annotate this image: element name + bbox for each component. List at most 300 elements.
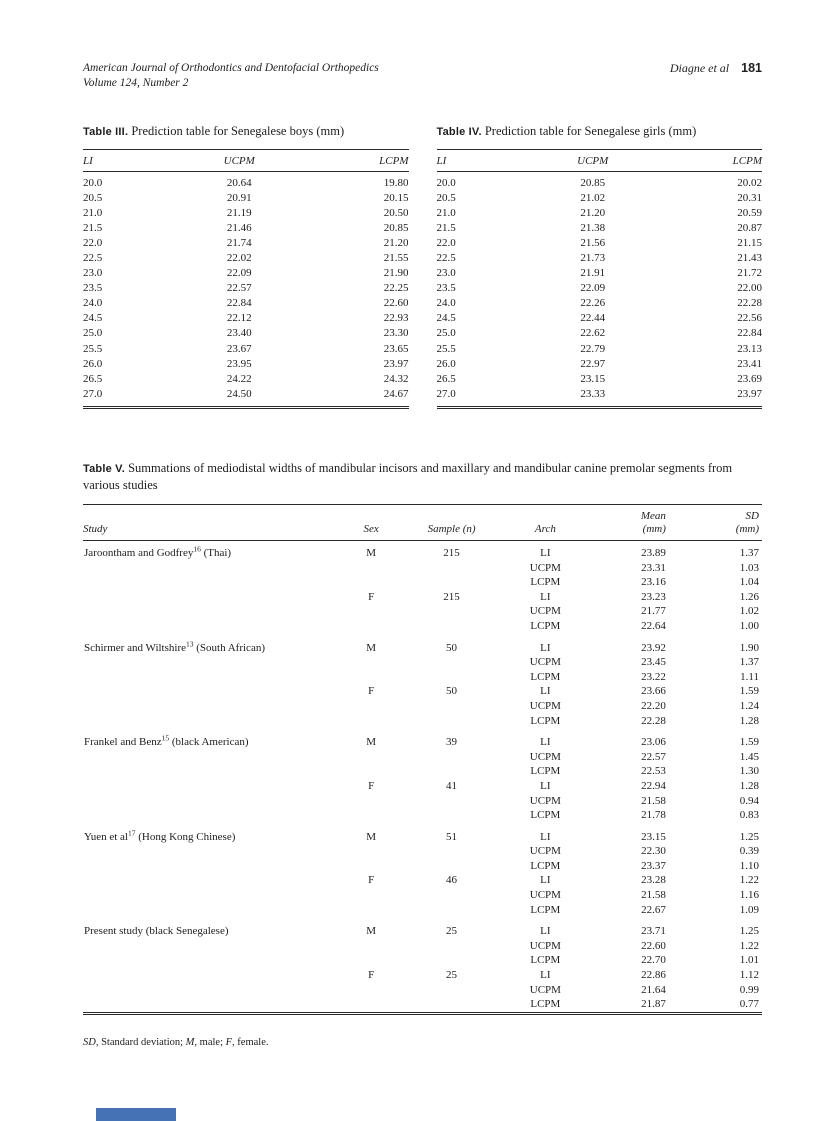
table-5 <box>83 461 762 1015</box>
table-row <box>83 750 762 765</box>
sample-cell <box>405 953 499 968</box>
cell: 23.5 <box>83 282 103 295</box>
sex-cell <box>338 808 405 823</box>
arch-cell: LI <box>540 779 551 792</box>
table-row <box>83 888 762 903</box>
cell: 21.0 <box>83 206 103 219</box>
cell: 21.46 <box>226 221 252 234</box>
sample-cell <box>405 888 499 903</box>
table-4-grid <box>437 149 763 409</box>
sd-cell: 1.22 <box>739 874 759 887</box>
col-mean: Mean (mm) <box>640 510 666 535</box>
cell: 25.0 <box>436 327 456 340</box>
study-population: (Hong Kong Chinese) <box>135 830 236 843</box>
mean-cell: 22.94 <box>641 779 666 792</box>
study-cell <box>83 808 338 823</box>
sample-cell <box>405 794 499 809</box>
arch-cell: LCPM <box>530 809 561 822</box>
study-cell <box>83 888 338 903</box>
table-row <box>83 997 762 1013</box>
col-lcpm: LCPM <box>379 154 409 167</box>
sex-cell <box>338 561 405 576</box>
sex-cell <box>338 604 405 619</box>
sample-cell: 50 <box>446 685 458 698</box>
cell: 20.5 <box>83 191 103 204</box>
mean-cell: 23.31 <box>641 561 666 574</box>
cell: 20.50 <box>383 206 409 219</box>
cell: 25.0 <box>83 327 103 340</box>
cell: 23.15 <box>580 372 606 385</box>
col-ucpm: UCPM <box>223 154 255 167</box>
sd-cell: 1.16 <box>739 889 759 902</box>
arch-cell: LCPM <box>530 998 561 1011</box>
sd-cell: 1.90 <box>739 641 759 654</box>
sex-cell <box>338 655 405 670</box>
cell: 24.67 <box>383 387 409 400</box>
arch-cell: LI <box>540 969 551 982</box>
study-cell <box>83 924 338 939</box>
cell: 20.87 <box>737 221 762 234</box>
col-arch: Arch <box>534 522 556 535</box>
cell: 26.5 <box>83 372 103 385</box>
sex-cell <box>338 619 405 634</box>
arch-cell: UCPM <box>529 794 561 807</box>
arch-cell: LCPM <box>530 619 561 632</box>
reference-superscript: 13 <box>186 638 194 648</box>
cell: 20.5 <box>436 191 456 204</box>
sex-cell: F <box>368 590 375 603</box>
cell: 23.0 <box>436 267 456 280</box>
cell: 25.5 <box>83 342 103 355</box>
cell: 22.09 <box>580 282 606 295</box>
sd-cell: 1.28 <box>739 714 759 727</box>
mean-cell: 23.37 <box>641 859 666 872</box>
cell: 23.97 <box>737 387 762 400</box>
table-3-label: Table III. <box>83 126 129 138</box>
sex-cell <box>338 859 405 874</box>
authors-citation: Diagne et al <box>669 61 730 75</box>
sex-cell <box>338 953 405 968</box>
cell: 24.32 <box>383 372 409 385</box>
cell: 21.55 <box>383 251 409 264</box>
cell: 20.15 <box>383 191 409 204</box>
cell: 21.38 <box>580 221 606 234</box>
mean-cell: 22.64 <box>641 619 666 632</box>
study-cell <box>83 859 338 874</box>
cell: 20.02 <box>737 176 762 189</box>
table-row <box>83 191 409 206</box>
sd-cell: 0.77 <box>739 998 759 1011</box>
sd-cell: 1.28 <box>739 779 759 792</box>
cell: 21.5 <box>83 221 103 234</box>
cell: 19.80 <box>383 176 409 189</box>
study-cell <box>83 575 338 590</box>
mean-cell: 22.86 <box>641 969 666 982</box>
cell: 23.0 <box>83 267 103 280</box>
sample-cell <box>405 561 499 576</box>
arch-cell: LCPM <box>530 670 561 683</box>
cell: 21.20 <box>580 206 606 219</box>
mean-cell: 21.78 <box>641 809 666 822</box>
arch-cell: LI <box>540 641 551 654</box>
spacer-cell <box>83 823 762 830</box>
group-spacer <box>83 823 762 830</box>
col-sample: Sample (n) <box>427 522 476 535</box>
mean-cell: 23.22 <box>641 670 666 683</box>
sample-cell: 39 <box>446 736 458 749</box>
arch-cell: UCPM <box>529 845 561 858</box>
mean-cell: 21.58 <box>641 889 666 902</box>
sd-cell: 1.02 <box>739 605 759 618</box>
mean-cell: 23.16 <box>641 576 666 589</box>
table-5-head <box>83 505 762 541</box>
sd-cell: 1.01 <box>739 954 759 967</box>
arch-cell: UCPM <box>529 699 561 712</box>
arch-cell: LI <box>540 590 551 603</box>
study-population: (South African) <box>193 641 265 654</box>
sd-cell: 1.03 <box>739 561 759 574</box>
table-4-caption-text: Prediction table for Senegalese girls (mm) <box>484 124 697 138</box>
study-cell <box>83 684 338 699</box>
cell: 22.28 <box>737 297 762 310</box>
table-row <box>83 311 409 326</box>
sd-cell: 0.99 <box>739 983 759 996</box>
table-4-body <box>437 171 763 407</box>
table-row <box>83 251 409 266</box>
sample-cell: 50 <box>446 641 458 654</box>
table-row <box>437 221 763 236</box>
sample-cell: 215 <box>443 547 460 559</box>
table-row <box>83 808 762 823</box>
col-study: Study <box>83 522 108 535</box>
arch-cell: LI <box>540 925 551 938</box>
sample-cell <box>405 575 499 590</box>
sex-cell <box>338 575 405 590</box>
footnote-text: , female. <box>232 1036 269 1048</box>
mean-cell: 21.64 <box>641 983 666 996</box>
cell: 22.44 <box>580 312 606 325</box>
cell: 21.72 <box>737 267 762 280</box>
group-spacer <box>83 634 762 641</box>
cell: 21.90 <box>383 267 409 280</box>
mean-cell: 23.45 <box>641 656 666 669</box>
arch-cell: LI <box>540 874 551 887</box>
table-row <box>437 206 763 221</box>
reference-superscript: 16 <box>193 544 201 554</box>
cell: 21.5 <box>436 221 456 234</box>
sample-cell: 46 <box>446 874 458 887</box>
footnote-text: , male; <box>194 1036 226 1048</box>
study-cell <box>83 699 338 714</box>
sample-cell <box>405 997 499 1013</box>
table-row <box>83 903 762 918</box>
arch-cell: UCPM <box>529 983 561 996</box>
table-row <box>437 281 763 296</box>
reference-superscript: 15 <box>161 733 170 743</box>
footnote-text: , Standard deviation; <box>95 1036 186 1048</box>
table-row <box>83 873 762 888</box>
header-row <box>437 149 763 171</box>
cell: 22.26 <box>580 297 606 310</box>
mean-cell: 23.23 <box>641 590 666 603</box>
table-row <box>83 684 762 699</box>
mean-cell: 22.30 <box>641 845 666 858</box>
reference-superscript: 17 <box>127 828 136 838</box>
sample-cell <box>405 808 499 823</box>
bottom-accent-bar <box>96 1108 176 1121</box>
mean-cell: 23.66 <box>641 685 666 698</box>
sd-cell: 1.12 <box>739 969 759 982</box>
study-cell <box>83 638 338 656</box>
table-row <box>83 764 762 779</box>
cell: 22.0 <box>83 236 103 249</box>
sample-cell <box>405 619 499 634</box>
study-name: Frankel and Benz <box>84 736 162 749</box>
cell: 24.5 <box>436 312 456 325</box>
table-row <box>83 357 409 372</box>
table-row <box>83 541 762 561</box>
table-row <box>83 221 409 236</box>
footnote-abbreviation: SD <box>83 1036 96 1048</box>
arch-cell: UCPM <box>529 656 561 669</box>
table-row <box>83 968 762 983</box>
arch-cell: UCPM <box>529 889 561 902</box>
table-row <box>437 387 763 408</box>
col-lcpm: LCPM <box>732 154 762 167</box>
sex-cell <box>338 997 405 1013</box>
header-row <box>83 149 409 171</box>
cell: 27.0 <box>83 387 103 400</box>
table-row <box>83 714 762 729</box>
cell: 23.65 <box>383 342 409 355</box>
study-cell <box>83 714 338 729</box>
sex-cell: M <box>366 925 377 938</box>
sample-cell <box>405 844 499 859</box>
table-row <box>83 236 409 251</box>
sd-cell: 1.11 <box>740 670 759 683</box>
study-cell <box>83 561 338 576</box>
arch-cell: LI <box>540 685 551 698</box>
footnote-abbreviation: M <box>185 1036 195 1048</box>
cell: 21.20 <box>383 236 409 249</box>
mean-cell: 22.70 <box>641 954 666 967</box>
table-row <box>437 236 763 251</box>
arch-cell: LCPM <box>530 714 561 727</box>
study-cell <box>83 953 338 968</box>
journal-header <box>83 61 379 90</box>
table-row <box>83 619 762 634</box>
sample-cell: 51 <box>446 830 458 843</box>
table-row <box>437 296 763 311</box>
table-row <box>437 326 763 341</box>
table-3-caption-text: Prediction table for Senegalese boys (mm) <box>131 124 345 138</box>
sample-cell <box>405 670 499 685</box>
sd-cell: 1.30 <box>739 765 759 778</box>
sd-cell: 1.37 <box>739 656 759 669</box>
study-population: (Thai) <box>200 547 232 559</box>
study-name: Yuen et al <box>84 830 128 843</box>
cell: 23.95 <box>226 357 252 370</box>
mean-cell: 22.67 <box>641 903 666 916</box>
cell: 26.5 <box>436 372 456 385</box>
running-head <box>83 61 762 90</box>
sd-cell: 1.45 <box>739 750 759 763</box>
cell: 23.41 <box>737 357 762 370</box>
table-row <box>83 924 762 939</box>
sample-cell <box>405 859 499 874</box>
cell: 21.02 <box>580 191 606 204</box>
cell: 20.59 <box>737 206 762 219</box>
study-population: (black Senegalese) <box>142 925 229 938</box>
mean-cell: 21.58 <box>641 794 666 807</box>
table-row <box>83 939 762 954</box>
table-5-caption-text: Summations of mediodistal widths of mandibular incisors and maxillary and mandibular canine premolar segments from various studies <box>83 461 733 492</box>
group-spacer <box>83 728 762 735</box>
sex-cell <box>338 764 405 779</box>
table-row <box>83 296 409 311</box>
sd-cell: 1.59 <box>739 685 759 698</box>
cell: 22.09 <box>226 267 252 280</box>
study-cell <box>83 541 338 561</box>
sd-cell: 0.83 <box>739 809 759 822</box>
mean-cell: 22.53 <box>641 765 666 778</box>
arch-cell: UCPM <box>529 561 561 574</box>
table-5-caption <box>83 461 762 493</box>
sex-cell <box>338 794 405 809</box>
sd-cell: 1.09 <box>739 903 759 916</box>
group-spacer <box>83 917 762 924</box>
table-row <box>83 604 762 619</box>
study-cell <box>83 844 338 859</box>
cell: 27.0 <box>436 387 456 400</box>
table-row <box>437 191 763 206</box>
cell: 24.5 <box>83 312 103 325</box>
study-cell <box>83 590 338 605</box>
table-row <box>83 590 762 605</box>
table-row <box>83 735 762 750</box>
sample-cell <box>405 764 499 779</box>
study-name: Present study <box>84 925 143 938</box>
cell: 23.30 <box>383 327 409 340</box>
table-row <box>83 655 762 670</box>
cell: 22.25 <box>383 282 409 295</box>
study-cell <box>83 750 338 765</box>
table-4-caption <box>437 124 763 141</box>
sex-cell <box>338 939 405 954</box>
study-name: Jaroontham and Godfrey <box>84 547 194 559</box>
prediction-tables <box>83 124 762 409</box>
sample-cell <box>405 903 499 918</box>
page-number: 181 <box>741 61 762 75</box>
cell: 22.5 <box>83 251 103 264</box>
sex-cell: M <box>366 736 377 749</box>
cell: 21.56 <box>580 236 606 249</box>
arch-cell: LCPM <box>530 859 561 872</box>
cell: 21.43 <box>737 251 762 264</box>
table-row <box>83 794 762 809</box>
table-row <box>83 326 409 341</box>
cell: 22.02 <box>226 251 252 264</box>
study-name: Schirmer and Wiltshire <box>84 641 186 654</box>
sex-cell <box>338 699 405 714</box>
table-row <box>83 983 762 998</box>
sd-cell: 1.00 <box>739 619 759 632</box>
sd-cell: 1.22 <box>739 939 759 952</box>
study-cell <box>83 903 338 918</box>
study-cell <box>83 735 338 750</box>
table-row <box>83 779 762 794</box>
page-header-right <box>670 61 762 76</box>
cell: 22.5 <box>436 251 456 264</box>
sd-cell: 1.25 <box>739 830 759 843</box>
table-3-body <box>83 171 409 407</box>
sample-cell: 215 <box>443 590 460 603</box>
cell: 24.22 <box>226 372 252 385</box>
table-row <box>437 357 763 372</box>
arch-cell: LCPM <box>530 954 561 967</box>
table-row <box>83 641 762 656</box>
cell: 22.60 <box>383 297 409 310</box>
arch-cell: LCPM <box>530 765 561 778</box>
cell: 23.13 <box>737 342 762 355</box>
table-4 <box>437 124 763 409</box>
table-row <box>437 311 763 326</box>
table-row <box>83 206 409 221</box>
study-population: (black American) <box>169 736 249 749</box>
sd-cell: 1.04 <box>739 576 759 589</box>
footnote-abbreviation: F <box>225 1036 233 1048</box>
mean-cell: 21.87 <box>641 998 666 1011</box>
sd-cell: 1.24 <box>739 699 759 712</box>
mean-cell: 22.28 <box>641 714 666 727</box>
mean-cell: 23.28 <box>641 874 666 887</box>
table-row <box>83 953 762 968</box>
mean-cell: 21.77 <box>641 605 666 618</box>
table-row <box>437 342 763 357</box>
cell: 20.85 <box>383 221 409 234</box>
sex-cell <box>338 844 405 859</box>
study-cell <box>83 997 338 1013</box>
sample-cell: 25 <box>446 969 458 982</box>
col-sd: SD (mm) <box>735 510 759 535</box>
table-3-grid <box>83 149 409 409</box>
sample-cell <box>405 714 499 729</box>
arch-cell: LI <box>540 736 551 749</box>
study-cell <box>83 939 338 954</box>
sex-cell: M <box>366 641 377 654</box>
table-3 <box>83 124 409 409</box>
cell: 22.84 <box>737 327 762 340</box>
cell: 23.33 <box>580 387 606 400</box>
sd-cell: 1.26 <box>739 590 759 603</box>
spacer-cell <box>83 634 762 641</box>
mean-cell: 22.60 <box>641 939 666 952</box>
study-cell <box>83 604 338 619</box>
study-cell <box>83 779 338 794</box>
journal-volume: Volume 124, Number 2 <box>83 76 189 89</box>
table-row <box>83 561 762 576</box>
col-sex: Sex <box>363 522 379 535</box>
sex-cell: F <box>368 779 375 792</box>
sample-cell <box>405 939 499 954</box>
cell: 21.0 <box>436 206 456 219</box>
table-row <box>437 171 763 191</box>
table-row <box>437 266 763 281</box>
cell: 21.19 <box>226 206 252 219</box>
arch-cell: UCPM <box>529 750 561 763</box>
sd-cell: 0.39 <box>739 845 759 858</box>
sex-cell <box>338 750 405 765</box>
